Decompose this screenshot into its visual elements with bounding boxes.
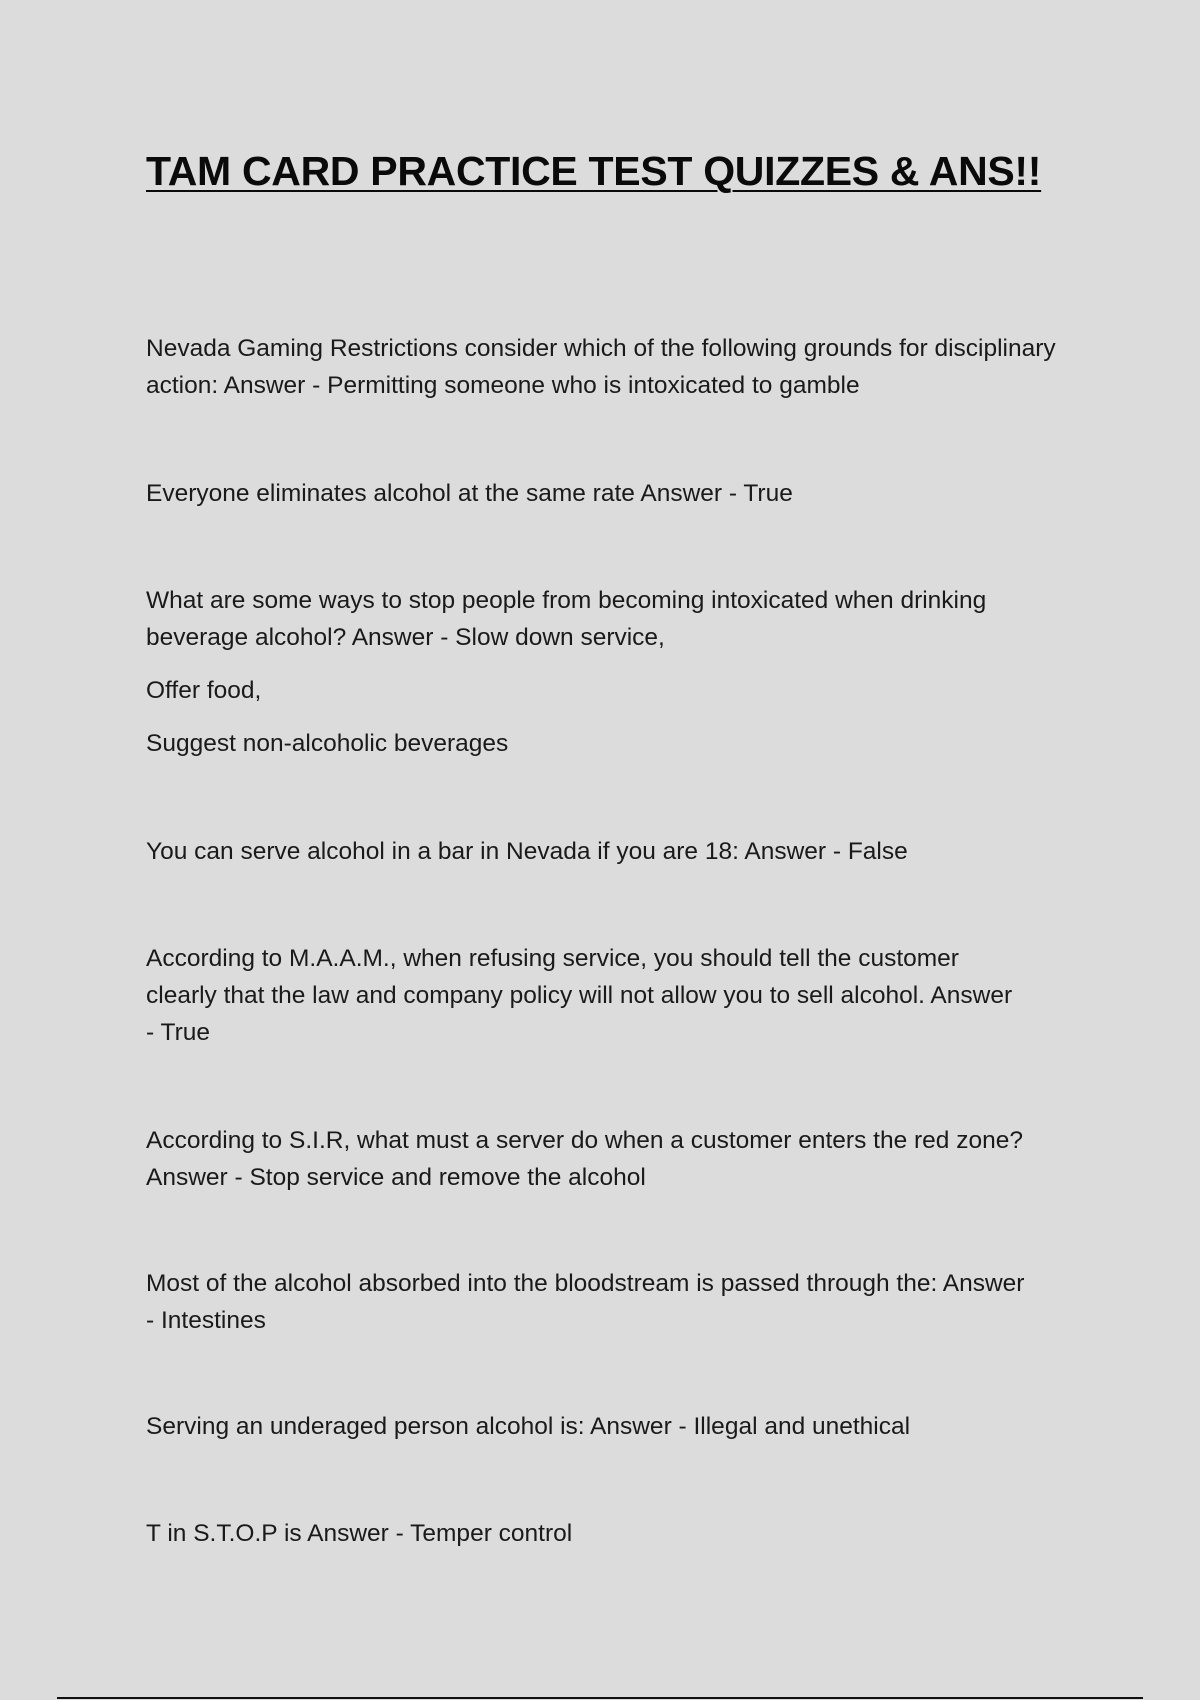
qa-text: What are some ways to stop people from becoming intoxicated when drinking beverage alcohol? Answer - Slow down service, bbox=[146, 587, 987, 651]
qa-text: Everyone eliminates alcohol at the same rate Answer - True bbox=[146, 480, 793, 507]
qa-item-2 bbox=[146, 475, 1076, 512]
qa-answer-line: Suggest non-alcoholic beverages bbox=[146, 730, 509, 757]
qa-text: You can serve alcohol in a bar in Nevada if you are 18: Answer - False bbox=[146, 838, 908, 865]
qa-item-1 bbox=[146, 330, 1076, 404]
qa-text: Most of the alcohol absorbed into the bloodstream is passed through the: Answer - Intestines bbox=[146, 1270, 1025, 1334]
page-bottom-rule bbox=[57, 1697, 1143, 1699]
qa-text: According to M.A.A.M., when refusing service, you should tell the customer clearly that the law and company policy will not allow you to sell alcohol. Answer - True bbox=[146, 945, 1013, 1046]
qa-answer-line: Offer food, bbox=[146, 677, 262, 704]
qa-item-5 bbox=[146, 940, 1026, 1051]
qa-text: According to S.I.R, what must a server do when a customer enters the red zone? Answer - Stop service and remove the alcohol bbox=[146, 1127, 1023, 1191]
qa-text: Serving an underaged person alcohol is: Answer - Illegal and unethical bbox=[146, 1413, 911, 1440]
qa-item-8 bbox=[146, 1408, 1076, 1445]
qa-item-4 bbox=[146, 833, 1076, 870]
qa-item-3 bbox=[146, 582, 1076, 762]
qa-text: Nevada Gaming Restrictions consider which of the following grounds for disciplinary action: Answer - Permitting someone who is intoxicated to gamble bbox=[146, 335, 1056, 399]
qa-text: T in S.T.O.P is Answer - Temper control bbox=[146, 1520, 573, 1547]
qa-item-6 bbox=[146, 1122, 1026, 1196]
qa-item-7 bbox=[146, 1265, 1026, 1339]
qa-item-9 bbox=[146, 1515, 1076, 1552]
document-title: TAM CARD PRACTICE TEST QUIZZES & ANS!! bbox=[146, 148, 1042, 194]
